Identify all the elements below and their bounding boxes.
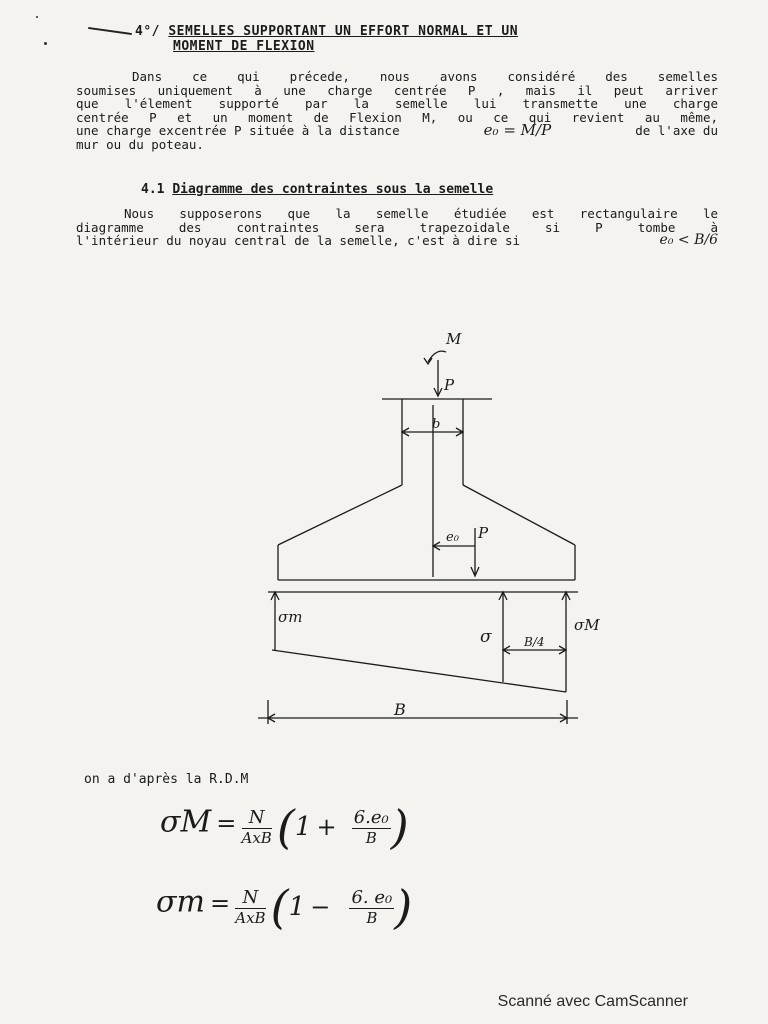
fraction-num: N bbox=[242, 807, 272, 829]
fraction-den: B bbox=[366, 909, 378, 927]
equals-sign: = bbox=[210, 889, 231, 918]
label-sigma: σ bbox=[480, 627, 492, 647]
label-load: P bbox=[444, 376, 455, 394]
formula-sigma-max bbox=[160, 800, 409, 854]
heading-number: 4°/ bbox=[135, 24, 160, 39]
paren-open: ( bbox=[270, 880, 289, 934]
label-column-width: b bbox=[432, 417, 441, 432]
rdm-text: on a d'après la R.D.M bbox=[84, 772, 249, 787]
formula-operator: + bbox=[316, 813, 337, 841]
para1-text: de l'axe du bbox=[635, 123, 718, 138]
fraction bbox=[235, 887, 265, 927]
fraction-num: 6.e₀ bbox=[353, 807, 389, 828]
fraction bbox=[352, 807, 391, 847]
fraction-num: 6. e₀ bbox=[351, 887, 393, 908]
heading-line1: SEMELLES SUPPORTANT UN EFFORT NORMAL ET UN bbox=[168, 24, 519, 39]
fraction bbox=[242, 807, 272, 847]
formula-one: 1 bbox=[294, 812, 312, 842]
para1-line: que l'élement supporté par la semelle lui transmette une charge bbox=[76, 96, 718, 111]
label-eccentric-load: P bbox=[478, 524, 489, 542]
para1-text: une charge excentrée P située à la distance bbox=[76, 123, 400, 138]
label-sigma-min: σm bbox=[278, 608, 303, 626]
label-width: B bbox=[394, 700, 406, 719]
fraction-den: B bbox=[365, 829, 377, 847]
fraction-den: AxB bbox=[235, 909, 266, 927]
formula-lhs: σM bbox=[160, 804, 212, 840]
fraction-den: AxB bbox=[241, 829, 272, 847]
label-moment: M bbox=[446, 330, 462, 348]
scanner-watermark: Scanné avec CamScanner bbox=[497, 993, 688, 1010]
formula-sigma-min bbox=[156, 880, 412, 934]
para2-line: Nous supposerons que la semelle étudiée est rectangulaire le bbox=[124, 206, 718, 221]
subheading-title: Diagramme des contraintes sous la semelle bbox=[172, 182, 494, 197]
formula-one: 1 bbox=[288, 892, 306, 922]
fraction-num: N bbox=[235, 887, 265, 909]
label-quarter: B/4 bbox=[524, 635, 545, 649]
equals-sign: = bbox=[216, 809, 237, 838]
para1-line: mur ou du poteau. bbox=[76, 136, 204, 152]
label-sigma-max: σM bbox=[574, 616, 600, 634]
label-eccentricity: e₀ bbox=[446, 530, 459, 545]
paren-close: ) bbox=[390, 800, 409, 854]
para1-line: centrée P et un moment de Flexion M, ou ce qui revient au même, bbox=[76, 109, 718, 125]
eccentricity-formula: e₀ = M/P bbox=[483, 121, 552, 139]
stress-slope-line bbox=[272, 650, 566, 692]
heading-line2: MOMENT DE FLEXION bbox=[173, 39, 315, 54]
footing-slope-left bbox=[278, 485, 402, 545]
paren-close: ) bbox=[394, 880, 413, 934]
core-condition: e₀ < B/6 bbox=[659, 232, 718, 248]
formula-lhs: σm bbox=[156, 884, 205, 920]
para2-line: diagramme des contraintes sera trapezoidale si P tombe à bbox=[76, 219, 718, 235]
formula-operator: − bbox=[310, 893, 331, 921]
fraction bbox=[349, 887, 394, 927]
para1-line: soumises uniquement à une charge centrée P , mais il peut arriver bbox=[76, 82, 718, 98]
para1-line: Dans ce qui précede, nous avons considéré des semelles bbox=[132, 69, 718, 84]
para2-text: l'intérieur du noyau central de la semelle, c'est à dire si bbox=[76, 233, 521, 248]
subheading-number: 4.1 bbox=[141, 182, 165, 197]
paren-open: ( bbox=[276, 800, 295, 854]
